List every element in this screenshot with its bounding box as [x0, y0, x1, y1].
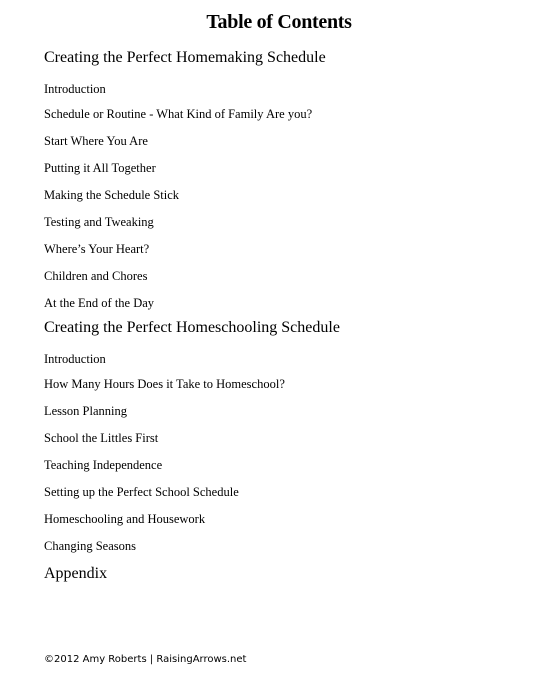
toc-entry[interactable]: Putting it All Together [44, 161, 156, 175]
toc-entry[interactable]: Where’s Your Heart? [44, 242, 150, 256]
table-of-contents [44, 47, 524, 590]
toc-entry[interactable]: At the End of the Day [44, 296, 155, 310]
toc-entry[interactable]: Changing Seasons [44, 539, 137, 553]
toc-entry[interactable]: Start Where You Are [44, 134, 148, 148]
toc-section-heading[interactable]: Creating the Perfect Homemaking Schedule [44, 49, 326, 66]
toc-appendix-heading[interactable]: Appendix [44, 565, 108, 582]
page-title: Table of Contents [206, 11, 352, 33]
toc-entry[interactable]: Introduction [44, 82, 106, 96]
toc-entry[interactable]: How Many Hours Does it Take to Homeschool? [44, 377, 285, 391]
toc-entry[interactable]: Testing and Tweaking [44, 215, 154, 229]
toc-entry[interactable]: Making the Schedule Stick [44, 188, 180, 202]
toc-entry[interactable]: Introduction [44, 352, 106, 366]
toc-entry[interactable]: Children and Chores [44, 269, 148, 283]
page-footer: ©2012 Amy Roberts | RaisingArrows.net [44, 654, 247, 665]
toc-entry[interactable]: School the Littles First [44, 431, 159, 445]
toc-entry[interactable]: Teaching Independence [44, 458, 163, 472]
toc-entry[interactable]: Schedule or Routine - What Kind of Family Are you? [44, 107, 313, 121]
toc-entry[interactable]: Homeschooling and Housework [44, 512, 206, 526]
toc-entry[interactable]: Setting up the Perfect School Schedule [44, 485, 239, 499]
toc-entry[interactable]: Lesson Planning [44, 404, 127, 418]
toc-section-heading[interactable]: Creating the Perfect Homeschooling Schedule [44, 319, 340, 336]
